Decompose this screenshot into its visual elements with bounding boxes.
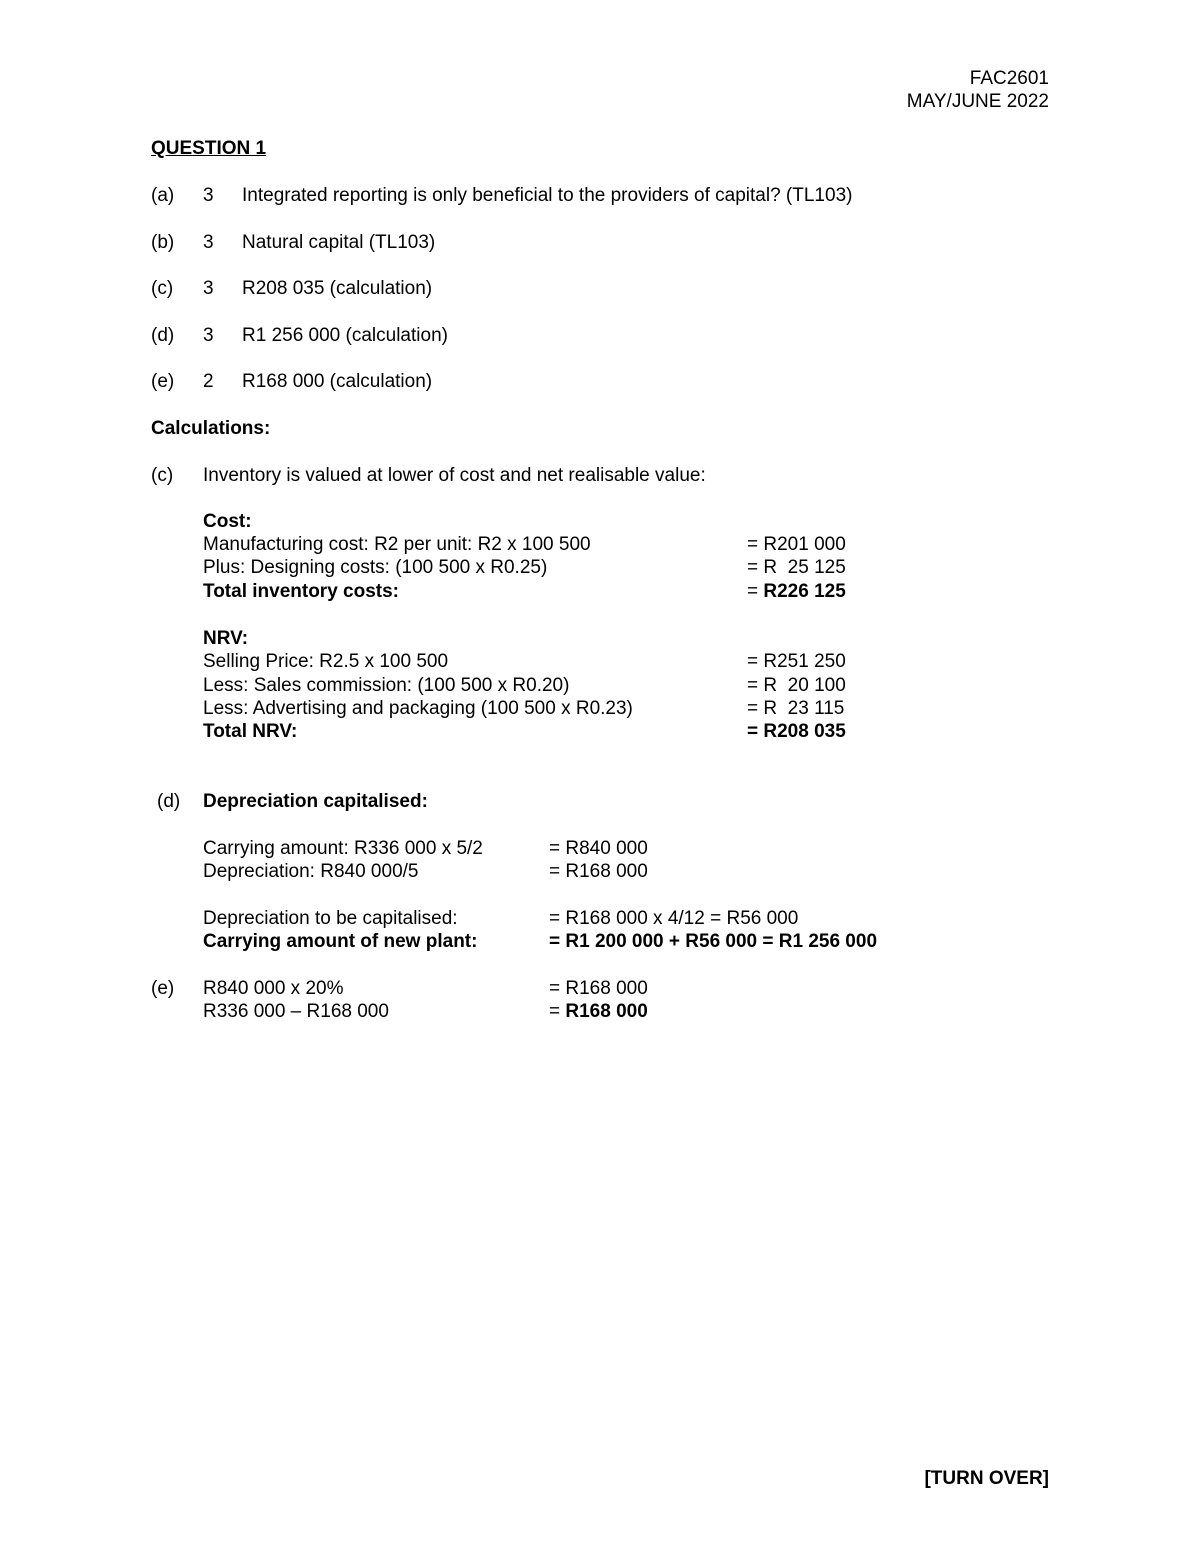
cost-total-value <box>747 580 846 604</box>
calc-e-total-label: R336 000 – R168 000 <box>203 1001 389 1022</box>
cost-row-label: Plus: Designing costs: (100 500 x R0.25) <box>203 557 548 578</box>
answer-mark: 2 <box>203 371 214 392</box>
calc-e-total-value <box>549 1000 648 1024</box>
answer-mark: 3 <box>203 185 214 206</box>
calc-e-letter: (e) <box>151 978 175 999</box>
nrv-total-label: Total NRV: <box>203 721 298 742</box>
answer-letter: (a) <box>151 185 175 206</box>
nrv-row-label: Less: Sales commission: (100 500 x R0.20) <box>203 675 570 696</box>
answer-letter: (d) <box>151 325 175 346</box>
calc-c-letter: (c) <box>151 465 174 486</box>
calc-e-total-amount: R168 000 <box>565 1001 648 1022</box>
cost-total-amount: R226 125 <box>763 581 846 602</box>
course-code: FAC2601 <box>969 68 1049 89</box>
answer-mark: 3 <box>203 325 214 346</box>
new-plant-label: Carrying amount of new plant: <box>203 931 478 952</box>
exam-session: MAY/JUNE 2022 <box>906 91 1049 112</box>
calc-d-letter: (d) <box>157 791 181 812</box>
cost-heading: Cost: <box>203 511 252 532</box>
answer-text: Natural capital (TL103) <box>242 232 436 253</box>
cost-total-label: Total inventory costs: <box>203 581 400 602</box>
capitalised-value: = R168 000 x 4/12 = R56 000 <box>549 908 799 929</box>
calc-d-row-value: = R840 000 <box>549 838 648 859</box>
capitalised-label: Depreciation to be capitalised: <box>203 908 458 929</box>
answer-text: Integrated reporting is only beneficial to the providers of capital? (TL103) <box>242 185 853 206</box>
calc-c-intro: Inventory is valued at lower of cost and net realisable value: <box>203 465 706 486</box>
answer-mark: 3 <box>203 278 214 299</box>
nrv-row-value: = R 23 115 <box>747 698 845 719</box>
cost-row-label: Manufacturing cost: R2 per unit: R2 x 100 500 <box>203 534 591 555</box>
answer-text: R208 035 (calculation) <box>242 278 433 299</box>
cost-row-value: = R 25 125 <box>747 557 846 578</box>
calc-d-row-value: = R168 000 <box>549 861 648 882</box>
calc-d-row-label: Depreciation: R840 000/5 <box>203 861 419 882</box>
turn-over-label: [TURN OVER] <box>924 1468 1049 1489</box>
calc-d-heading: Depreciation capitalised: <box>203 791 428 812</box>
calculations-heading: Calculations: <box>151 418 271 439</box>
cost-row-value: = R201 000 <box>747 534 846 555</box>
nrv-row-value: = R251 250 <box>747 651 846 672</box>
answer-mark: 3 <box>203 232 214 253</box>
answer-letter: (e) <box>151 371 175 392</box>
answer-letter: (c) <box>151 278 174 299</box>
cost-total-eq: = <box>747 581 764 602</box>
nrv-row-label: Less: Advertising and packaging (100 500 x R0.23) <box>203 698 633 719</box>
nrv-heading: NRV: <box>203 628 249 649</box>
nrv-row-value: = R 20 100 <box>747 675 846 696</box>
nrv-row-label: Selling Price: R2.5 x 100 500 <box>203 651 449 672</box>
new-plant-value: = R1 200 000 + R56 000 = R1 256 000 <box>549 931 878 952</box>
question-title: QUESTION 1 <box>151 138 267 159</box>
nrv-total-value: = R208 035 <box>747 721 846 742</box>
calc-e-row-value: = R168 000 <box>549 978 648 999</box>
answer-text: R168 000 (calculation) <box>242 371 433 392</box>
answer-letter: (b) <box>151 232 175 253</box>
calc-e-total-eq: = <box>549 1001 566 1022</box>
calc-d-row-label: Carrying amount: R336 000 x 5/2 <box>203 838 483 859</box>
calc-e-row-label: R840 000 x 20% <box>203 978 344 999</box>
answer-text: R1 256 000 (calculation) <box>242 325 448 346</box>
